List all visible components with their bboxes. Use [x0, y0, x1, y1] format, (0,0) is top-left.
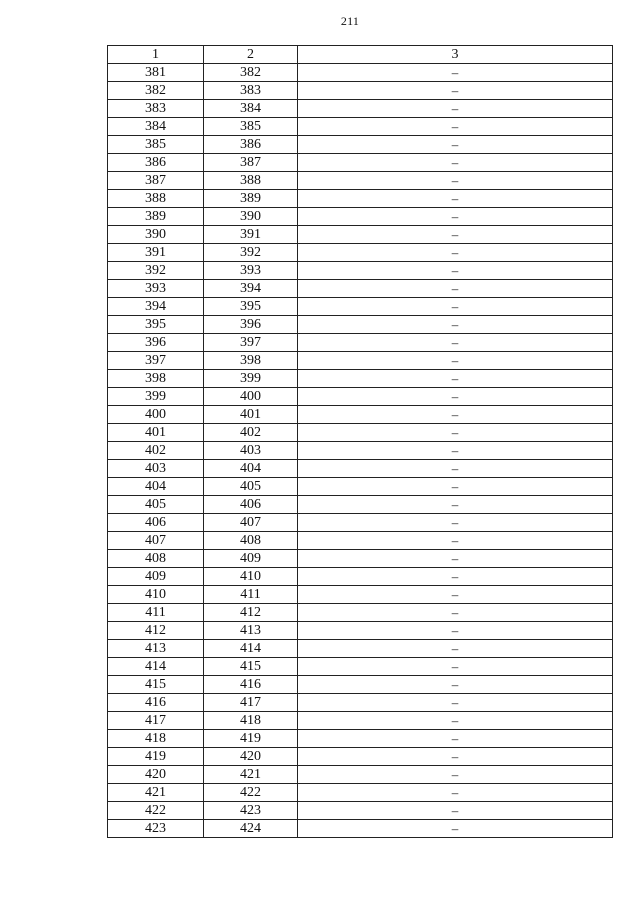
- table-cell-col-1: 390: [108, 226, 204, 244]
- table-cell-col-1: 423: [108, 820, 204, 838]
- table-row: [108, 100, 613, 118]
- table-cell-col-2: 382: [204, 64, 298, 82]
- table-cell-col-2: 398: [204, 352, 298, 370]
- table-cell-col-1: 418: [108, 730, 204, 748]
- table-row: [108, 226, 613, 244]
- table-cell-col-1: 388: [108, 190, 204, 208]
- table-row: [108, 748, 613, 766]
- table-cell-col-1: 391: [108, 244, 204, 262]
- table-row: [108, 82, 613, 100]
- table-cell-col-1: 403: [108, 460, 204, 478]
- table-cell-col-2: 420: [204, 748, 298, 766]
- table-cell-col-3: –: [298, 244, 613, 262]
- table-cell-col-3: –: [298, 280, 613, 298]
- table-body: [108, 64, 613, 838]
- table-row: [108, 442, 613, 460]
- table-cell-col-3: –: [298, 64, 613, 82]
- table-cell-col-3: –: [298, 676, 613, 694]
- table-row: [108, 604, 613, 622]
- table-cell-col-2: 402: [204, 424, 298, 442]
- table-cell-col-3: –: [298, 424, 613, 442]
- table-cell-col-2: 410: [204, 568, 298, 586]
- table-row: [108, 586, 613, 604]
- table-cell-col-3: –: [298, 316, 613, 334]
- table-cell-col-3: –: [298, 532, 613, 550]
- table-row: [108, 118, 613, 136]
- table-cell-col-2: 406: [204, 496, 298, 514]
- table-cell-col-1: 382: [108, 82, 204, 100]
- table-row: [108, 766, 613, 784]
- table-cell-col-2: 404: [204, 460, 298, 478]
- table-cell-col-2: 422: [204, 784, 298, 802]
- table-row: [108, 640, 613, 658]
- table-cell-col-3: –: [298, 118, 613, 136]
- table-cell-col-3: –: [298, 442, 613, 460]
- header-row: [108, 46, 613, 64]
- table-cell-col-1: 413: [108, 640, 204, 658]
- table-row: [108, 568, 613, 586]
- table-cell-col-2: 384: [204, 100, 298, 118]
- table-cell-col-2: 424: [204, 820, 298, 838]
- table-row: [108, 694, 613, 712]
- table-cell-col-2: 419: [204, 730, 298, 748]
- table-cell-col-1: 405: [108, 496, 204, 514]
- table-cell-col-1: 392: [108, 262, 204, 280]
- table-row: [108, 262, 613, 280]
- table-cell-col-1: 401: [108, 424, 204, 442]
- table-cell-col-1: 381: [108, 64, 204, 82]
- table-cell-col-2: 385: [204, 118, 298, 136]
- table-row: [108, 244, 613, 262]
- table-cell-col-1: 406: [108, 514, 204, 532]
- table-cell-col-3: –: [298, 388, 613, 406]
- table-cell-col-3: –: [298, 190, 613, 208]
- table-cell-col-1: 385: [108, 136, 204, 154]
- table-cell-col-3: –: [298, 370, 613, 388]
- table-cell-col-3: –: [298, 820, 613, 838]
- table-row: [108, 730, 613, 748]
- table-row: [108, 820, 613, 838]
- table-cell-col-2: 395: [204, 298, 298, 316]
- table-cell-col-2: 405: [204, 478, 298, 496]
- data-table: [107, 45, 613, 838]
- table-cell-col-3: –: [298, 460, 613, 478]
- table-row: [108, 64, 613, 82]
- column-header-3: 3: [298, 46, 613, 64]
- table-row: [108, 298, 613, 316]
- table-cell-col-2: 414: [204, 640, 298, 658]
- table-cell-col-1: 383: [108, 100, 204, 118]
- table-cell-col-2: 389: [204, 190, 298, 208]
- table-row: [108, 424, 613, 442]
- table-cell-col-1: 421: [108, 784, 204, 802]
- table-row: [108, 478, 613, 496]
- table-cell-col-1: 417: [108, 712, 204, 730]
- table-cell-col-1: 387: [108, 172, 204, 190]
- data-table-container: [107, 45, 612, 838]
- table-row: [108, 460, 613, 478]
- table-cell-col-3: –: [298, 298, 613, 316]
- table-cell-col-3: –: [298, 712, 613, 730]
- table-cell-col-1: 408: [108, 550, 204, 568]
- table-cell-col-2: 408: [204, 532, 298, 550]
- table-row: [108, 172, 613, 190]
- table-cell-col-2: 423: [204, 802, 298, 820]
- table-cell-col-3: –: [298, 478, 613, 496]
- table-cell-col-3: –: [298, 766, 613, 784]
- table-row: [108, 712, 613, 730]
- table-row: [108, 784, 613, 802]
- table-cell-col-2: 392: [204, 244, 298, 262]
- table-cell-col-2: 412: [204, 604, 298, 622]
- table-cell-col-2: 399: [204, 370, 298, 388]
- table-row: [108, 388, 613, 406]
- table-cell-col-3: –: [298, 640, 613, 658]
- table-cell-col-3: –: [298, 784, 613, 802]
- table-cell-col-1: 407: [108, 532, 204, 550]
- table-cell-col-1: 409: [108, 568, 204, 586]
- table-cell-col-3: –: [298, 802, 613, 820]
- table-row: [108, 208, 613, 226]
- table-row: [108, 658, 613, 676]
- table-cell-col-3: –: [298, 568, 613, 586]
- page-number: 211: [340, 14, 360, 28]
- table-row: [108, 154, 613, 172]
- table-cell-col-1: 396: [108, 334, 204, 352]
- table-cell-col-1: 416: [108, 694, 204, 712]
- table-cell-col-1: 412: [108, 622, 204, 640]
- table-cell-col-2: 396: [204, 316, 298, 334]
- table-cell-col-2: 416: [204, 676, 298, 694]
- table-cell-col-1: 395: [108, 316, 204, 334]
- table-cell-col-2: 417: [204, 694, 298, 712]
- table-cell-col-1: 420: [108, 766, 204, 784]
- table-cell-col-2: 409: [204, 550, 298, 568]
- table-row: [108, 406, 613, 424]
- table-cell-col-2: 394: [204, 280, 298, 298]
- table-cell-col-1: 414: [108, 658, 204, 676]
- table-row: [108, 334, 613, 352]
- table-cell-col-3: –: [298, 352, 613, 370]
- table-cell-col-3: –: [298, 100, 613, 118]
- table-cell-col-2: 403: [204, 442, 298, 460]
- table-cell-col-1: 400: [108, 406, 204, 424]
- table-cell-col-3: –: [298, 550, 613, 568]
- table-row: [108, 676, 613, 694]
- table-cell-col-1: 394: [108, 298, 204, 316]
- table-cell-col-2: 393: [204, 262, 298, 280]
- table-cell-col-2: 390: [204, 208, 298, 226]
- table-row: [108, 622, 613, 640]
- table-cell-col-2: 391: [204, 226, 298, 244]
- table-row: [108, 802, 613, 820]
- table-cell-col-3: –: [298, 586, 613, 604]
- table-cell-col-3: –: [298, 262, 613, 280]
- table-cell-col-3: –: [298, 694, 613, 712]
- table-row: [108, 496, 613, 514]
- table-cell-col-1: 402: [108, 442, 204, 460]
- table-cell-col-3: –: [298, 658, 613, 676]
- table-cell-col-2: 397: [204, 334, 298, 352]
- table-cell-col-1: 384: [108, 118, 204, 136]
- table-cell-col-1: 397: [108, 352, 204, 370]
- table-row: [108, 280, 613, 298]
- table-cell-col-3: –: [298, 748, 613, 766]
- table-cell-col-2: 413: [204, 622, 298, 640]
- table-cell-col-3: –: [298, 406, 613, 424]
- table-cell-col-1: 399: [108, 388, 204, 406]
- table-row: [108, 316, 613, 334]
- table-cell-col-2: 400: [204, 388, 298, 406]
- table-cell-col-2: 401: [204, 406, 298, 424]
- table-row: [108, 532, 613, 550]
- table-cell-col-3: –: [298, 604, 613, 622]
- table-row: [108, 514, 613, 532]
- table-cell-col-3: –: [298, 622, 613, 640]
- table-cell-col-3: –: [298, 514, 613, 532]
- table-cell-col-3: –: [298, 82, 613, 100]
- table-cell-col-2: 421: [204, 766, 298, 784]
- table-cell-col-3: –: [298, 172, 613, 190]
- table-cell-col-1: 389: [108, 208, 204, 226]
- table-cell-col-1: 422: [108, 802, 204, 820]
- table-row: [108, 190, 613, 208]
- table-cell-col-1: 404: [108, 478, 204, 496]
- table-cell-col-3: –: [298, 226, 613, 244]
- table-cell-col-2: 386: [204, 136, 298, 154]
- table-cell-col-3: –: [298, 136, 613, 154]
- table-cell-col-2: 387: [204, 154, 298, 172]
- table-cell-col-2: 407: [204, 514, 298, 532]
- table-cell-col-1: 398: [108, 370, 204, 388]
- table-cell-col-1: 411: [108, 604, 204, 622]
- table-cell-col-2: 383: [204, 82, 298, 100]
- table-cell-col-1: 410: [108, 586, 204, 604]
- table-cell-col-2: 418: [204, 712, 298, 730]
- table-cell-col-3: –: [298, 208, 613, 226]
- table-row: [108, 550, 613, 568]
- table-cell-col-2: 415: [204, 658, 298, 676]
- table-cell-col-3: –: [298, 496, 613, 514]
- table-cell-col-3: –: [298, 730, 613, 748]
- column-header-2: 2: [204, 46, 298, 64]
- table-cell-col-1: 393: [108, 280, 204, 298]
- table-cell-col-2: 388: [204, 172, 298, 190]
- table-row: [108, 352, 613, 370]
- table-row: [108, 136, 613, 154]
- column-header-1: 1: [108, 46, 204, 64]
- table-cell-col-1: 419: [108, 748, 204, 766]
- table-cell-col-1: 386: [108, 154, 204, 172]
- table-header: [108, 46, 613, 64]
- table-cell-col-3: –: [298, 334, 613, 352]
- table-cell-col-1: 415: [108, 676, 204, 694]
- table-cell-col-3: –: [298, 154, 613, 172]
- table-row: [108, 370, 613, 388]
- table-cell-col-2: 411: [204, 586, 298, 604]
